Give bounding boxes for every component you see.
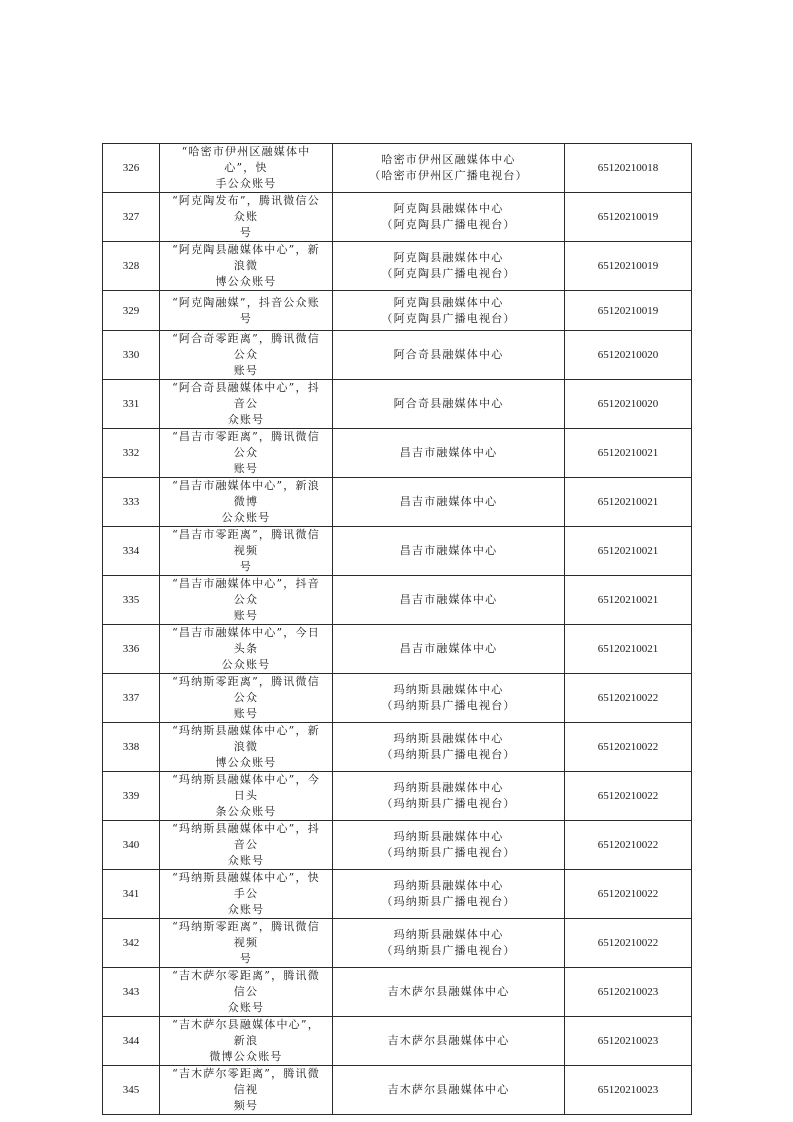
organization-line: （阿克陶县广播电视台）	[381, 311, 516, 325]
organization-cell	[333, 821, 565, 870]
account-name-cell	[160, 723, 333, 772]
organization-line: 吉木萨尔县融媒体中心	[387, 985, 510, 998]
row-number-cell: 331	[103, 380, 160, 429]
license-code-cell: 65120210021	[565, 478, 692, 527]
account-name-line: 博公众账号	[215, 275, 277, 288]
license-code-cell: 65120210021	[565, 625, 692, 674]
account-name-line: 号	[239, 226, 253, 239]
table-row	[103, 144, 692, 193]
table-row	[103, 625, 692, 674]
row-number-cell: 338	[103, 723, 160, 772]
organization-line: 阿克陶县融媒体中心	[393, 202, 504, 215]
account-name-cell	[160, 1066, 333, 1115]
row-number-cell: 337	[103, 674, 160, 723]
table-row	[103, 772, 692, 821]
organization-line: 昌吉市融媒体中心	[399, 544, 498, 557]
account-name-line: 微博公众账号	[209, 1050, 283, 1063]
account-name-cell	[160, 380, 333, 429]
organization-line: 吉木萨尔县融媒体中心	[387, 1034, 510, 1047]
account-name-line: 众账号	[227, 413, 265, 426]
row-number-cell: 341	[103, 870, 160, 919]
license-code-cell: 65120210021	[565, 527, 692, 576]
organization-line: 哈密市伊州区融媒体中心	[381, 153, 516, 166]
row-number-cell: 328	[103, 242, 160, 291]
organization-cell	[333, 193, 565, 242]
organization-cell	[333, 331, 565, 380]
table-row	[103, 821, 692, 870]
account-name-line: “昌吉市融媒体中心”，今日头条	[172, 626, 320, 655]
organization-line: 阿克陶县融媒体中心	[393, 295, 504, 309]
organization-cell	[333, 1017, 565, 1066]
organization-line: （玛纳斯县广播电视台）	[381, 846, 516, 859]
organization-line: 昌吉市融媒体中心	[399, 642, 498, 655]
organization-cell	[333, 527, 565, 576]
organization-line: （阿克陶县广播电视台）	[381, 218, 516, 231]
account-name-line: “昌吉市融媒体中心”，抖音公众	[172, 577, 320, 606]
license-code-cell: 65120210022	[565, 674, 692, 723]
organization-line: （哈密市伊州区广播电视台）	[369, 169, 528, 182]
organization-cell	[333, 429, 565, 478]
organization-line: 阿合奇县融媒体中心	[393, 348, 504, 361]
license-code-cell: 65120210019	[565, 193, 692, 242]
license-code-cell: 65120210023	[565, 968, 692, 1017]
account-name-cell	[160, 429, 333, 478]
organization-cell	[333, 919, 565, 968]
organization-cell	[333, 870, 565, 919]
organization-cell	[333, 576, 565, 625]
account-name-line: 号	[239, 560, 253, 573]
account-name-line: “吉木萨尔零距离”，腾讯微信公	[172, 969, 320, 998]
account-name-line: “昌吉市零距离”，腾讯微信视频	[172, 528, 320, 557]
organization-line: （玛纳斯县广播电视台）	[381, 748, 516, 761]
row-number-cell: 345	[103, 1066, 160, 1115]
row-number-cell: 336	[103, 625, 160, 674]
account-name-line: “吉木萨尔零距离”，腾讯微信视	[172, 1067, 320, 1096]
license-code-cell: 65120210022	[565, 870, 692, 919]
account-name-line: 众账号	[227, 1001, 265, 1014]
table-row	[103, 1066, 692, 1115]
organization-line: 玛纳斯县融媒体中心	[393, 879, 504, 892]
account-name-line: “玛纳斯县融媒体中心”，今日头	[172, 773, 320, 802]
account-name-cell	[160, 1017, 333, 1066]
organization-cell	[333, 242, 565, 291]
organization-cell	[333, 723, 565, 772]
organization-cell	[333, 144, 565, 193]
table-row	[103, 291, 692, 331]
table-row	[103, 1017, 692, 1066]
account-name-line: “阿合奇零距离”，腾讯微信公众	[172, 332, 320, 361]
row-number-cell: 339	[103, 772, 160, 821]
organization-line: （玛纳斯县广播电视台）	[381, 944, 516, 957]
account-name-line: “玛纳斯县融媒体中心”，快手公	[172, 871, 320, 900]
account-name-line: 众账号	[227, 903, 265, 916]
account-name-cell	[160, 193, 333, 242]
license-code-cell: 65120210018	[565, 144, 692, 193]
account-name-cell	[160, 625, 333, 674]
row-number-cell: 334	[103, 527, 160, 576]
license-code-cell: 65120210023	[565, 1017, 692, 1066]
row-number-cell: 330	[103, 331, 160, 380]
organization-cell	[333, 1066, 565, 1115]
account-name-line: 公众账号	[221, 511, 271, 524]
account-name-line: 账号	[233, 462, 259, 475]
account-name-cell	[160, 144, 333, 193]
account-name-line: “昌吉市零距离”，腾讯微信公众	[172, 430, 320, 459]
table-row	[103, 674, 692, 723]
organization-line: 玛纳斯县融媒体中心	[393, 928, 504, 941]
license-code-cell: 65120210020	[565, 380, 692, 429]
table-row	[103, 242, 692, 291]
license-code-cell: 65120210019	[565, 242, 692, 291]
organization-line: 玛纳斯县融媒体中心	[393, 683, 504, 696]
account-name-line: 手公众账号	[215, 177, 277, 190]
table-row	[103, 527, 692, 576]
row-number-cell: 327	[103, 193, 160, 242]
account-name-line: “阿克陶县融媒体中心”，新浪微	[172, 243, 320, 272]
account-name-cell	[160, 576, 333, 625]
account-name-line: “哈密市伊州区融媒体中心”，快	[181, 145, 311, 174]
license-code-cell: 65120210019	[565, 291, 692, 331]
organization-line: 阿克陶县融媒体中心	[393, 251, 504, 264]
account-name-line: “阿克陶发布”，腾讯微信公众账	[172, 194, 320, 223]
organization-line: 玛纳斯县融媒体中心	[393, 781, 504, 794]
account-name-cell	[160, 331, 333, 380]
account-name-line: 博公众账号	[215, 756, 277, 769]
row-number-cell: 326	[103, 144, 160, 193]
account-name-cell	[160, 772, 333, 821]
row-number-cell: 343	[103, 968, 160, 1017]
account-name-cell	[160, 968, 333, 1017]
row-number-cell: 340	[103, 821, 160, 870]
organization-line: （玛纳斯县广播电视台）	[381, 797, 516, 810]
account-name-cell	[160, 674, 333, 723]
account-name-line: 条公众账号	[215, 805, 277, 818]
table-row	[103, 968, 692, 1017]
table-row	[103, 380, 692, 429]
table-row	[103, 870, 692, 919]
organization-line: （玛纳斯县广播电视台）	[381, 699, 516, 712]
organization-line: 玛纳斯县融媒体中心	[393, 732, 504, 745]
license-code-cell: 65120210022	[565, 919, 692, 968]
table-row	[103, 429, 692, 478]
account-name-cell	[160, 242, 333, 291]
account-name-cell	[160, 291, 333, 331]
license-code-cell: 65120210022	[565, 821, 692, 870]
organization-line: 昌吉市融媒体中心	[399, 446, 498, 459]
table-row	[103, 919, 692, 968]
organization-cell	[333, 968, 565, 1017]
row-number-cell: 333	[103, 478, 160, 527]
account-name-line: “玛纳斯县融媒体中心”，抖音公	[172, 822, 320, 851]
license-code-cell: 65120210021	[565, 429, 692, 478]
row-number-cell: 342	[103, 919, 160, 968]
table-row	[103, 478, 692, 527]
license-code-cell: 65120210022	[565, 723, 692, 772]
account-name-line: “吉木萨尔县融媒体中心”，新浪	[172, 1018, 320, 1047]
table-row	[103, 723, 692, 772]
row-number-cell: 335	[103, 576, 160, 625]
account-name-cell	[160, 821, 333, 870]
organization-line: 阿合奇县融媒体中心	[393, 397, 504, 410]
account-name-line: 账号	[233, 707, 259, 720]
account-name-line: “玛纳斯零距离”，腾讯微信视频	[172, 920, 320, 949]
records-table	[102, 143, 692, 1115]
organization-line: （阿克陶县广播电视台）	[381, 267, 516, 280]
organization-cell	[333, 772, 565, 821]
table-row	[103, 331, 692, 380]
organization-line: 昌吉市融媒体中心	[399, 495, 498, 508]
account-name-line: 众账号	[227, 854, 265, 867]
license-code-cell: 65120210022	[565, 772, 692, 821]
table-row	[103, 576, 692, 625]
account-name-line: “阿克陶融媒”，抖音公众账号	[172, 295, 320, 325]
account-name-line: “昌吉市融媒体中心”，新浪微博	[172, 479, 320, 508]
account-name-line: 号	[239, 952, 253, 965]
account-name-cell	[160, 919, 333, 968]
organization-cell	[333, 625, 565, 674]
organization-line: 吉木萨尔县融媒体中心	[387, 1083, 510, 1096]
table-row	[103, 193, 692, 242]
account-name-line: 账号	[233, 364, 259, 377]
row-number-cell: 329	[103, 291, 160, 331]
account-name-cell	[160, 527, 333, 576]
account-name-line: 公众账号	[221, 658, 271, 671]
license-code-cell: 65120210020	[565, 331, 692, 380]
records-table-body	[103, 144, 692, 1115]
organization-cell	[333, 674, 565, 723]
account-name-cell	[160, 478, 333, 527]
license-code-cell: 65120210021	[565, 576, 692, 625]
row-number-cell: 332	[103, 429, 160, 478]
account-name-cell	[160, 870, 333, 919]
account-name-line: 频号	[233, 1099, 259, 1112]
organization-line: 昌吉市融媒体中心	[399, 593, 498, 606]
row-number-cell: 344	[103, 1017, 160, 1066]
organization-cell	[333, 380, 565, 429]
account-name-line: “阿合奇县融媒体中心”，抖音公	[172, 381, 320, 410]
account-name-line: 账号	[233, 609, 259, 622]
organization-cell	[333, 478, 565, 527]
license-code-cell: 65120210023	[565, 1066, 692, 1115]
organization-line: 玛纳斯县融媒体中心	[393, 830, 504, 843]
account-name-line: “玛纳斯零距离”，腾讯微信公众	[172, 675, 320, 704]
organization-cell	[333, 291, 565, 331]
organization-line: （玛纳斯县广播电视台）	[381, 895, 516, 908]
account-name-line: “玛纳斯县融媒体中心”，新浪微	[172, 724, 320, 753]
